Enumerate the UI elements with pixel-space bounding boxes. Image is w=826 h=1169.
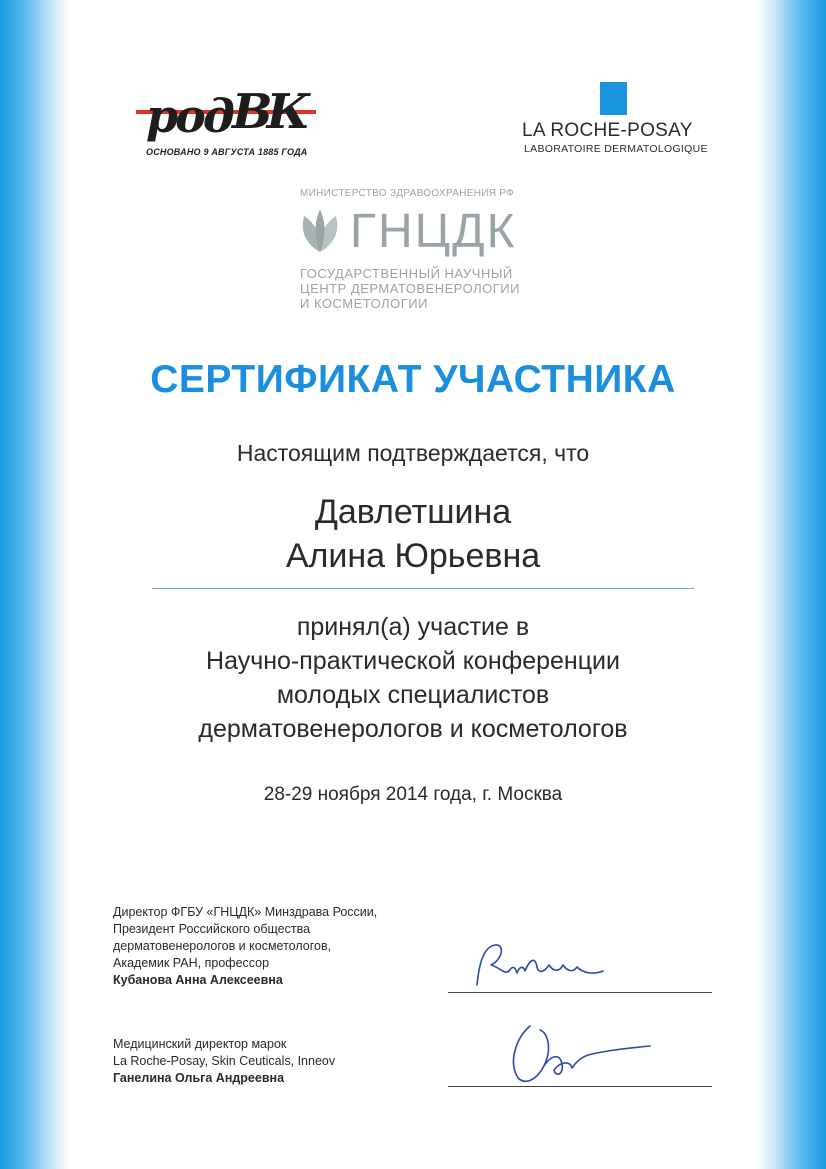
signature-line-1 <box>448 992 712 993</box>
participation-line-3: молодых специалистов <box>276 681 550 709</box>
signer-1-line-3: дерматовенерологов и косметологов, <box>113 939 332 953</box>
gncdk-title: ГНЦДК <box>350 205 517 258</box>
gncdk-line-1: ГОСУДАРСТВЕННЫЙ НАУЧНЫЙ <box>300 266 513 281</box>
participation-line-2: Научно-практической конференции <box>206 647 620 675</box>
participation-line-4: дерматовенерологов и косметологов <box>198 715 628 743</box>
signature-line-2 <box>448 1086 712 1087</box>
signer-1-line-2: Президент Российского общества <box>113 922 311 936</box>
svg-text:ВК: ВК <box>232 84 305 140</box>
gncdk-ministry: МИНИСТЕРСТВО ЗДРАВООХРАНЕНИЯ РФ <box>300 188 515 199</box>
signer-2-name: Ганелина Ольга Андреевна <box>113 1071 285 1085</box>
signer-1-line-4: Академик РАН, профессор <box>113 956 270 970</box>
recipient-name <box>0 490 826 578</box>
signature-1 <box>465 935 625 995</box>
signer-1-block <box>113 904 377 989</box>
gncdk-line-3: И КОСМЕТОЛОГИИ <box>300 296 428 311</box>
left-blue-border <box>0 0 70 1169</box>
gncdk-line-2: ЦЕНТР ДЕРМАТОВЕНЕРОЛОГИИ <box>300 281 520 296</box>
signer-1-name: Кубанова Анна Алексеевна <box>113 973 283 987</box>
date-place: 28-29 ноября 2014 года, г. Москва <box>263 784 563 805</box>
confirm-text: Настоящим подтверждается, что <box>236 440 590 466</box>
laroche-square-logo <box>600 82 627 115</box>
participation-text <box>0 610 826 746</box>
svg-text:род: род <box>146 89 232 143</box>
signer-1-line-1: Директор ФГБУ «ГНЦДК» Минздрава России, <box>113 905 378 919</box>
laroche-name: LA ROCHE-POSAY <box>522 120 693 141</box>
signer-2-line-1: Медицинский директор марок <box>113 1037 287 1051</box>
laroche-subtitle: LABORATOIRE DERMATOLOGIQUE <box>524 143 708 155</box>
recipient-given-name: Алина Юрьевна <box>285 537 541 575</box>
gncdk-subtitle <box>300 266 520 311</box>
leaf-icon <box>296 208 344 254</box>
certificate-title: СЕРТИФИКАТ УЧАСТНИКА <box>150 358 676 401</box>
rodvk-caption: ОСНОВАНО 9 АВГУСТА 1885 ГОДА <box>146 147 308 157</box>
name-underline <box>152 588 694 589</box>
right-blue-border <box>756 0 826 1169</box>
signature-2 <box>500 1018 670 1090</box>
signer-2-block <box>113 1036 335 1087</box>
participation-line-1: принял(а) участие в <box>296 613 530 641</box>
signer-2-line-2: La Roche-Posay, Skin Ceuticals, Inneov <box>113 1054 336 1068</box>
recipient-surname: Давлетшина <box>314 493 512 531</box>
